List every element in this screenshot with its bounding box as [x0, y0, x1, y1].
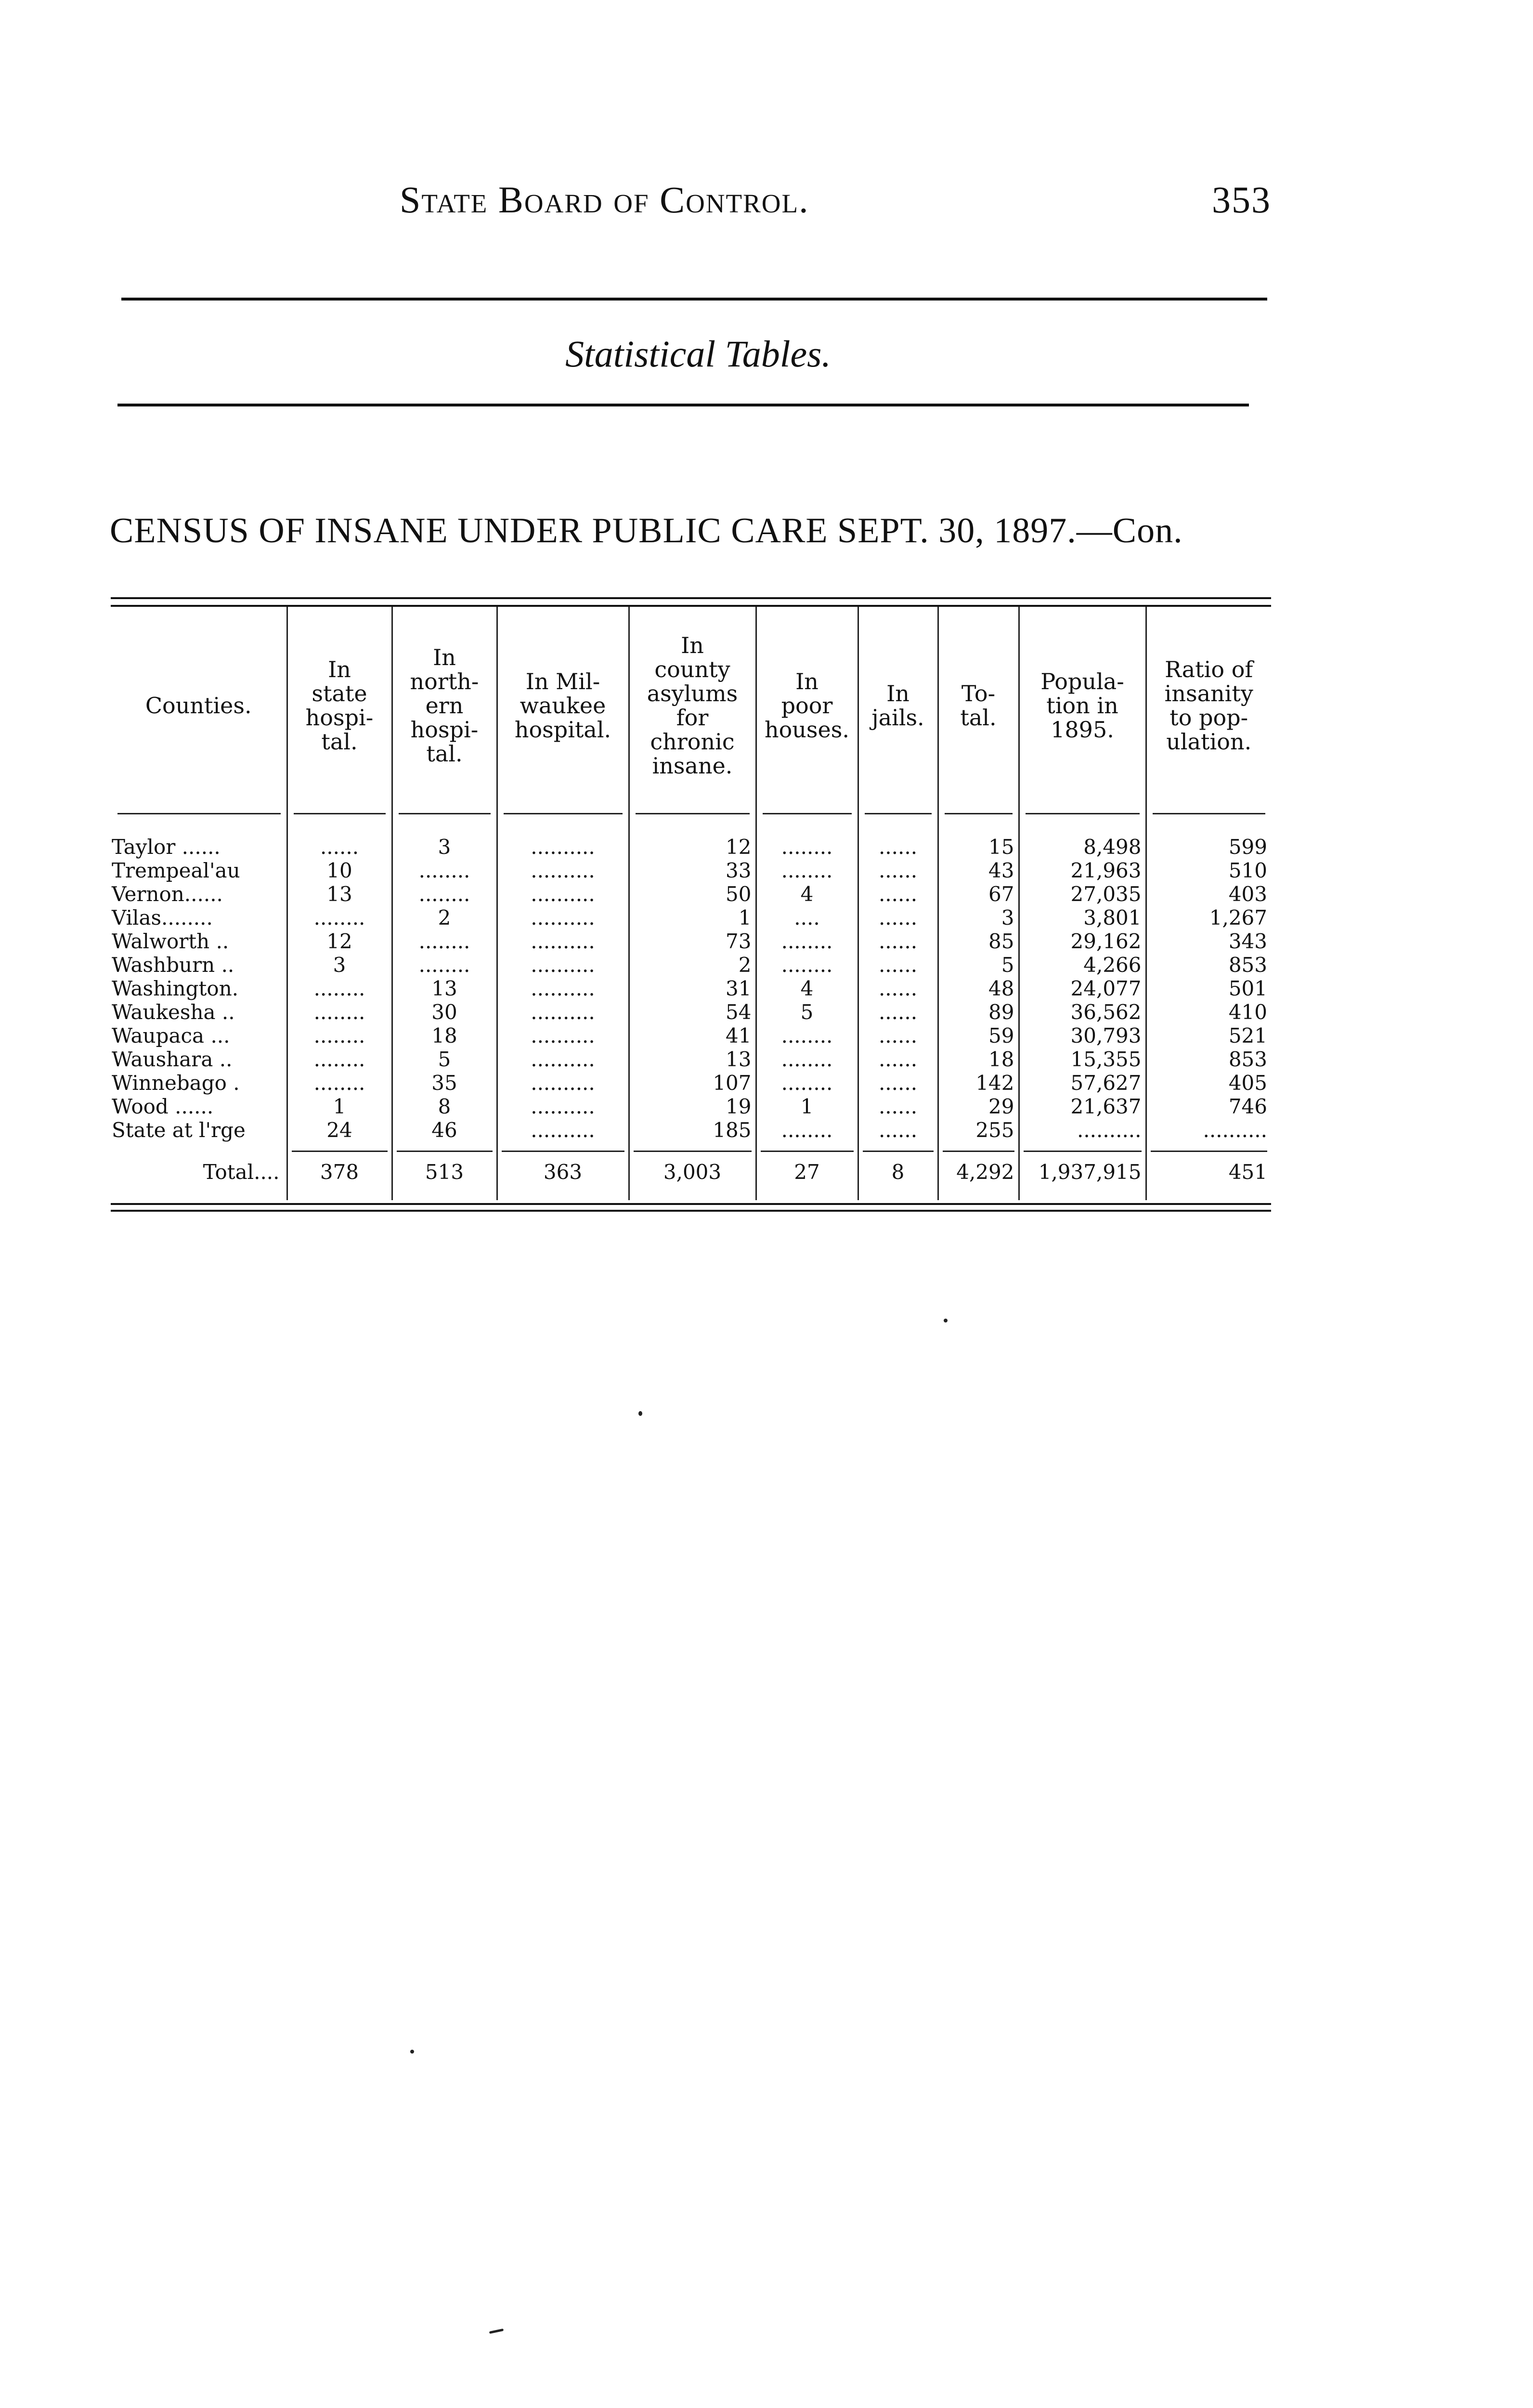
milwaukee-hospital-cell: ..........	[497, 1000, 629, 1024]
county-cell: Wood ......	[112, 1095, 214, 1118]
county-cell: Vilas........	[112, 906, 213, 929]
poor-house-cell: ........	[756, 1024, 858, 1047]
print-speck	[489, 2329, 504, 2334]
col-header-ratio: Ratio of insanity to pop- ulation.	[1146, 607, 1271, 808]
population-cell: 21,963	[1019, 859, 1146, 882]
state-hospital-cell: 1	[287, 1095, 392, 1118]
table-row	[111, 1095, 1271, 1118]
total-ratio-cell: 451	[1146, 1157, 1271, 1200]
state-hospital-cell: ......	[287, 819, 392, 859]
total-separator	[111, 1145, 1271, 1157]
header-rule	[121, 298, 1267, 301]
ratio-cell: ..........	[1146, 1118, 1271, 1145]
county-cell: State at l'rge	[112, 1118, 246, 1142]
total-population-cell: 1,937,915	[1019, 1157, 1146, 1200]
total-cell: 3	[938, 906, 1019, 929]
table-row	[111, 977, 1271, 1000]
population-cell: 15,355	[1019, 1047, 1146, 1071]
total-cell: 67	[938, 882, 1019, 906]
total-state-hospital-cell: 378	[287, 1157, 392, 1200]
total-cell: 85	[938, 929, 1019, 953]
county-cell: Taylor ......	[112, 835, 221, 859]
milwaukee-hospital-cell: ..........	[497, 953, 629, 977]
state-hospital-cell: 13	[287, 882, 392, 906]
poor-house-cell: ........	[756, 929, 858, 953]
northern-hospital-cell: ........	[392, 953, 497, 977]
milwaukee-hospital-cell: ..........	[497, 929, 629, 953]
county-asylum-cell: 31	[629, 977, 756, 1000]
table-bottom-rule	[111, 1203, 1271, 1212]
col-header-counties: Counties.	[145, 693, 252, 719]
state-hospital-cell: ........	[287, 906, 392, 929]
ratio-cell: 853	[1146, 953, 1271, 977]
state-hospital-cell: ........	[287, 1047, 392, 1071]
table-row	[111, 953, 1271, 977]
jails-cell: ......	[858, 819, 938, 859]
section-rule	[117, 404, 1249, 406]
col-header-jails: In jails.	[858, 607, 938, 808]
ratio-cell: 853	[1146, 1047, 1271, 1071]
col-header-population: Popula- tion in 1895.	[1019, 607, 1146, 808]
population-cell: 3,801	[1019, 906, 1146, 929]
total-milwaukee-hospital-cell: 363	[497, 1157, 629, 1200]
milwaukee-hospital-cell: ..........	[497, 977, 629, 1000]
milwaukee-hospital-cell: ..........	[497, 1095, 629, 1118]
county-cell: Washburn ..	[112, 953, 234, 977]
ratio-cell: 510	[1146, 859, 1271, 882]
header-row	[111, 607, 1271, 808]
poor-house-cell: ....	[756, 906, 858, 929]
total-cell: 18	[938, 1047, 1019, 1071]
state-hospital-cell: 10	[287, 859, 392, 882]
county-asylum-cell: 12	[629, 819, 756, 859]
population-cell: ..........	[1019, 1118, 1146, 1145]
county-asylum-cell: 41	[629, 1024, 756, 1047]
population-cell: 21,637	[1019, 1095, 1146, 1118]
county-asylum-cell: 73	[629, 929, 756, 953]
ratio-cell: 521	[1146, 1024, 1271, 1047]
table-row	[111, 819, 1271, 859]
milwaukee-hospital-cell: ..........	[497, 819, 629, 859]
jails-cell: ......	[858, 1024, 938, 1047]
jails-cell: ......	[858, 977, 938, 1000]
northern-hospital-cell: 30	[392, 1000, 497, 1024]
ratio-cell: 501	[1146, 977, 1271, 1000]
ratio-cell: 599	[1146, 819, 1271, 859]
northern-hospital-cell: 3	[392, 819, 497, 859]
milwaukee-hospital-cell: ..........	[497, 1118, 629, 1145]
jails-cell: ......	[858, 1071, 938, 1095]
jails-cell: ......	[858, 1118, 938, 1145]
county-asylum-cell: 1	[629, 906, 756, 929]
print-speck	[638, 1411, 642, 1416]
table-row	[111, 929, 1271, 953]
running-title: State Board of Control.	[400, 179, 809, 221]
census-grid	[111, 607, 1271, 1200]
col-header-total: To- tal.	[938, 607, 1019, 808]
population-cell: 57,627	[1019, 1071, 1146, 1095]
jails-cell: ......	[858, 859, 938, 882]
poor-house-cell: ........	[756, 1071, 858, 1095]
total-poor-house-cell: 27	[756, 1157, 858, 1200]
table-row	[111, 1118, 1271, 1145]
milwaukee-hospital-cell: ..........	[497, 882, 629, 906]
jails-cell: ......	[858, 882, 938, 906]
total-total-cell: 4,292	[938, 1157, 1019, 1200]
northern-hospital-cell: 18	[392, 1024, 497, 1047]
col-header-state-hospital: In state hospi- tal.	[287, 607, 392, 808]
county-asylum-cell: 185	[629, 1118, 756, 1145]
jails-cell: ......	[858, 1047, 938, 1071]
state-hospital-cell: 3	[287, 953, 392, 977]
poor-house-cell: 4	[756, 882, 858, 906]
col-header-poor-houses: In poor houses.	[756, 607, 858, 808]
census-table	[111, 597, 1271, 1212]
poor-house-cell: ........	[756, 1047, 858, 1071]
section-title: Statistical Tables.	[565, 333, 831, 375]
ratio-cell: 405	[1146, 1071, 1271, 1095]
table-row	[111, 1000, 1271, 1024]
population-cell: 8,498	[1019, 819, 1146, 859]
table-row	[111, 1024, 1271, 1047]
total-cell: 59	[938, 1024, 1019, 1047]
total-jails-cell: 8	[858, 1157, 938, 1200]
county-cell: Waupaca ...	[112, 1024, 230, 1047]
poor-house-cell: ........	[756, 819, 858, 859]
population-cell: 36,562	[1019, 1000, 1146, 1024]
table-row	[111, 906, 1271, 929]
northern-hospital-cell: 5	[392, 1047, 497, 1071]
state-hospital-cell: ........	[287, 977, 392, 1000]
table-row	[111, 1047, 1271, 1071]
county-cell: Waukesha ..	[112, 1000, 235, 1024]
header-separator	[111, 808, 1271, 819]
jails-cell: ......	[858, 953, 938, 977]
jails-cell: ......	[858, 906, 938, 929]
milwaukee-hospital-cell: ..........	[497, 1024, 629, 1047]
table-top-rule	[111, 597, 1271, 607]
jails-cell: ......	[858, 1095, 938, 1118]
county-asylum-cell: 107	[629, 1071, 756, 1095]
poor-house-cell: 5	[756, 1000, 858, 1024]
total-cell: 89	[938, 1000, 1019, 1024]
northern-hospital-cell: 2	[392, 906, 497, 929]
table-row	[111, 1071, 1271, 1095]
table-row	[111, 882, 1271, 906]
state-hospital-cell: 12	[287, 929, 392, 953]
ratio-cell: 746	[1146, 1095, 1271, 1118]
milwaukee-hospital-cell: ..........	[497, 1047, 629, 1071]
poor-house-cell: 1	[756, 1095, 858, 1118]
state-hospital-cell: ........	[287, 1000, 392, 1024]
county-asylum-cell: 2	[629, 953, 756, 977]
ratio-cell: 410	[1146, 1000, 1271, 1024]
total-cell: 142	[938, 1071, 1019, 1095]
county-cell: Walworth ..	[112, 929, 229, 953]
northern-hospital-cell: ........	[392, 929, 497, 953]
northern-hospital-cell: 8	[392, 1095, 497, 1118]
county-cell: Vernon......	[112, 882, 223, 906]
table-row	[111, 859, 1271, 882]
county-cell: Waushara ..	[112, 1047, 233, 1071]
col-header-milwaukee-hospital: In Mil- waukee hospital.	[497, 607, 629, 808]
total-cell: 29	[938, 1095, 1019, 1118]
poor-house-cell: ........	[756, 1118, 858, 1145]
ratio-cell: 1,267	[1146, 906, 1271, 929]
county-cell: Winnebago .	[112, 1071, 240, 1095]
poor-house-cell: 4	[756, 977, 858, 1000]
county-asylum-cell: 50	[629, 882, 756, 906]
print-speck	[944, 1319, 948, 1322]
population-cell: 4,266	[1019, 953, 1146, 977]
jails-cell: ......	[858, 1000, 938, 1024]
total-cell: 255	[938, 1118, 1019, 1145]
total-cell: 48	[938, 977, 1019, 1000]
poor-house-cell: ........	[756, 953, 858, 977]
county-asylum-cell: 19	[629, 1095, 756, 1118]
population-cell: 27,035	[1019, 882, 1146, 906]
col-header-county-asylums: In county asylums for chronic insane.	[629, 607, 756, 808]
northern-hospital-cell: ........	[392, 882, 497, 906]
county-asylum-cell: 13	[629, 1047, 756, 1071]
page-number: 353	[1212, 179, 1271, 221]
northern-hospital-cell: ........	[392, 859, 497, 882]
ratio-cell: 343	[1146, 929, 1271, 953]
col-header-northern-hospital: In north- ern hospi- tal.	[392, 607, 497, 808]
county-asylum-cell: 54	[629, 1000, 756, 1024]
population-cell: 30,793	[1019, 1024, 1146, 1047]
northern-hospital-cell: 13	[392, 977, 497, 1000]
county-cell: Trempeal'au	[112, 859, 240, 882]
population-cell: 24,077	[1019, 977, 1146, 1000]
milwaukee-hospital-cell: ..........	[497, 906, 629, 929]
milwaukee-hospital-cell: ..........	[497, 1071, 629, 1095]
state-hospital-cell: ........	[287, 1024, 392, 1047]
total-county-asylum-cell: 3,003	[629, 1157, 756, 1200]
total-row	[111, 1157, 1271, 1200]
county-asylum-cell: 33	[629, 859, 756, 882]
milwaukee-hospital-cell: ..........	[497, 859, 629, 882]
state-hospital-cell: ........	[287, 1071, 392, 1095]
population-cell: 29,162	[1019, 929, 1146, 953]
poor-house-cell: ........	[756, 859, 858, 882]
state-hospital-cell: 24	[287, 1118, 392, 1145]
ratio-cell: 403	[1146, 882, 1271, 906]
northern-hospital-cell: 46	[392, 1118, 497, 1145]
total-cell: 43	[938, 859, 1019, 882]
total-northern-hospital-cell: 513	[392, 1157, 497, 1200]
table-title: CENSUS OF INSANE UNDER PUBLIC CARE SEPT. 30, 1897.—Con.	[110, 511, 1183, 550]
jails-cell: ......	[858, 929, 938, 953]
northern-hospital-cell: 35	[392, 1071, 497, 1095]
total-label: Total....	[203, 1160, 280, 1184]
total-cell: 5	[938, 953, 1019, 977]
county-cell: Washington.	[112, 977, 239, 1000]
total-cell: 15	[938, 819, 1019, 859]
print-speck	[410, 2050, 414, 2054]
